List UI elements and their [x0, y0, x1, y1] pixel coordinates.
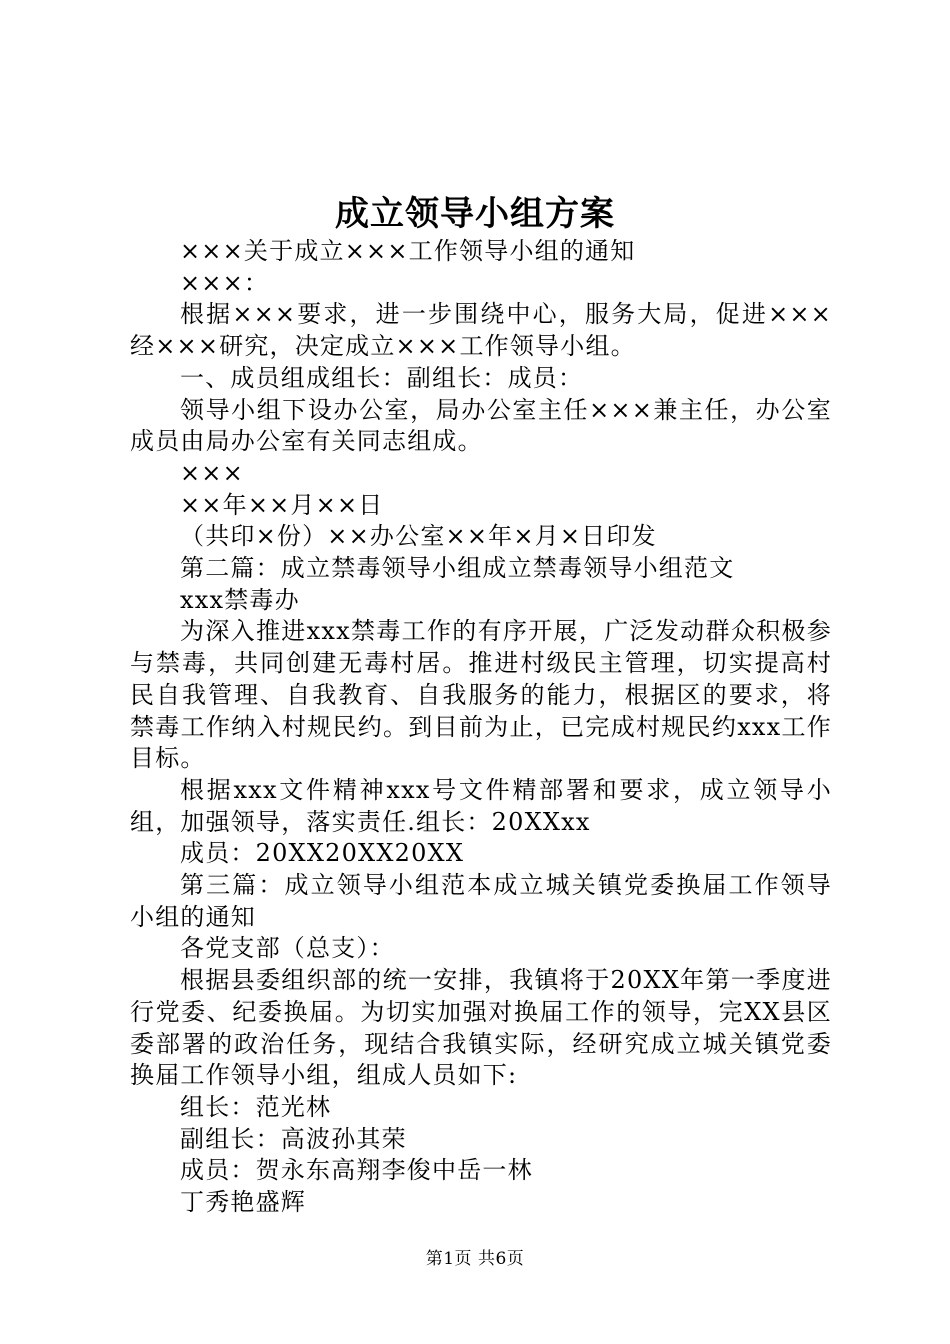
paragraph: ×××关于成立×××工作领导小组的通知 — [180, 237, 636, 265]
page-footer: 第1页 共6页 — [425, 1249, 525, 1269]
paragraph: 副组长：高波孙其荣 — [180, 1124, 407, 1153]
paragraph: 第二篇：成立禁毒领导小组成立禁毒领导小组范文 — [180, 554, 735, 583]
paragraph: 根据xxx文件精神xxx号文件精部署和要求，成立领导小组，加强领导，落实责任.组长：20XXxx — [130, 775, 832, 836]
paragraph: 成员：贺永东高翔李俊中岳一林 — [180, 1156, 533, 1185]
document-title: 成立领导小组方案 — [335, 194, 615, 234]
paragraph: ××年××月××日 — [180, 490, 384, 519]
paragraph: ××× — [180, 458, 244, 487]
paragraph: 为深入推进xxx禁毒工作的有序开展，广泛发动群众积极参与禁毒，共同创建无毒村居。推进村级民主管理，切实提高村民自我管理、自我教育、自我服务的能力，根据区的要求，将禁毒工作纳入村规民约。到目前为止，已完成村规民约xxx工作目标。 — [130, 617, 832, 773]
document-body — [130, 236, 832, 1219]
paragraph: ×××： — [180, 268, 270, 297]
paragraph: 组长：范光林 — [180, 1092, 332, 1121]
paragraph: 成员：20XX20XX20XX — [180, 839, 465, 868]
paragraph: 各党支部（总支）： — [180, 934, 395, 963]
paragraph: 根据×××要求，进一步围绕中心，服务大局，促进×××经×××研究，决定成立×××工作领导小组。 — [130, 300, 832, 361]
paragraph: 领导小组下设办公室，局办公室主任×××兼主任，办公室成员由局办公室有关同志组成。 — [130, 395, 832, 456]
paragraph: 根据县委组织部的统一安排，我镇将于20XX年第一季度进行党委、纪委换届。为切实加强对换届工作的领导，完XX县区委部署的政治任务，现结合我镇实际，经研究成立城关镇党委换届工作领导小组，组成人员如下: — [130, 966, 832, 1090]
paragraph: 第三篇：成立领导小组范本成立城关镇党委换届工作领导小组的通知 — [130, 871, 832, 931]
paragraph: 丁秀艳盛辉 — [180, 1188, 306, 1217]
paragraph: （共印×份）××办公室××年×月×日印发 — [180, 522, 657, 551]
paragraph: xxx禁毒办 — [180, 585, 300, 614]
paragraph: 一、成员组成组长：副组长：成员： — [180, 363, 584, 392]
